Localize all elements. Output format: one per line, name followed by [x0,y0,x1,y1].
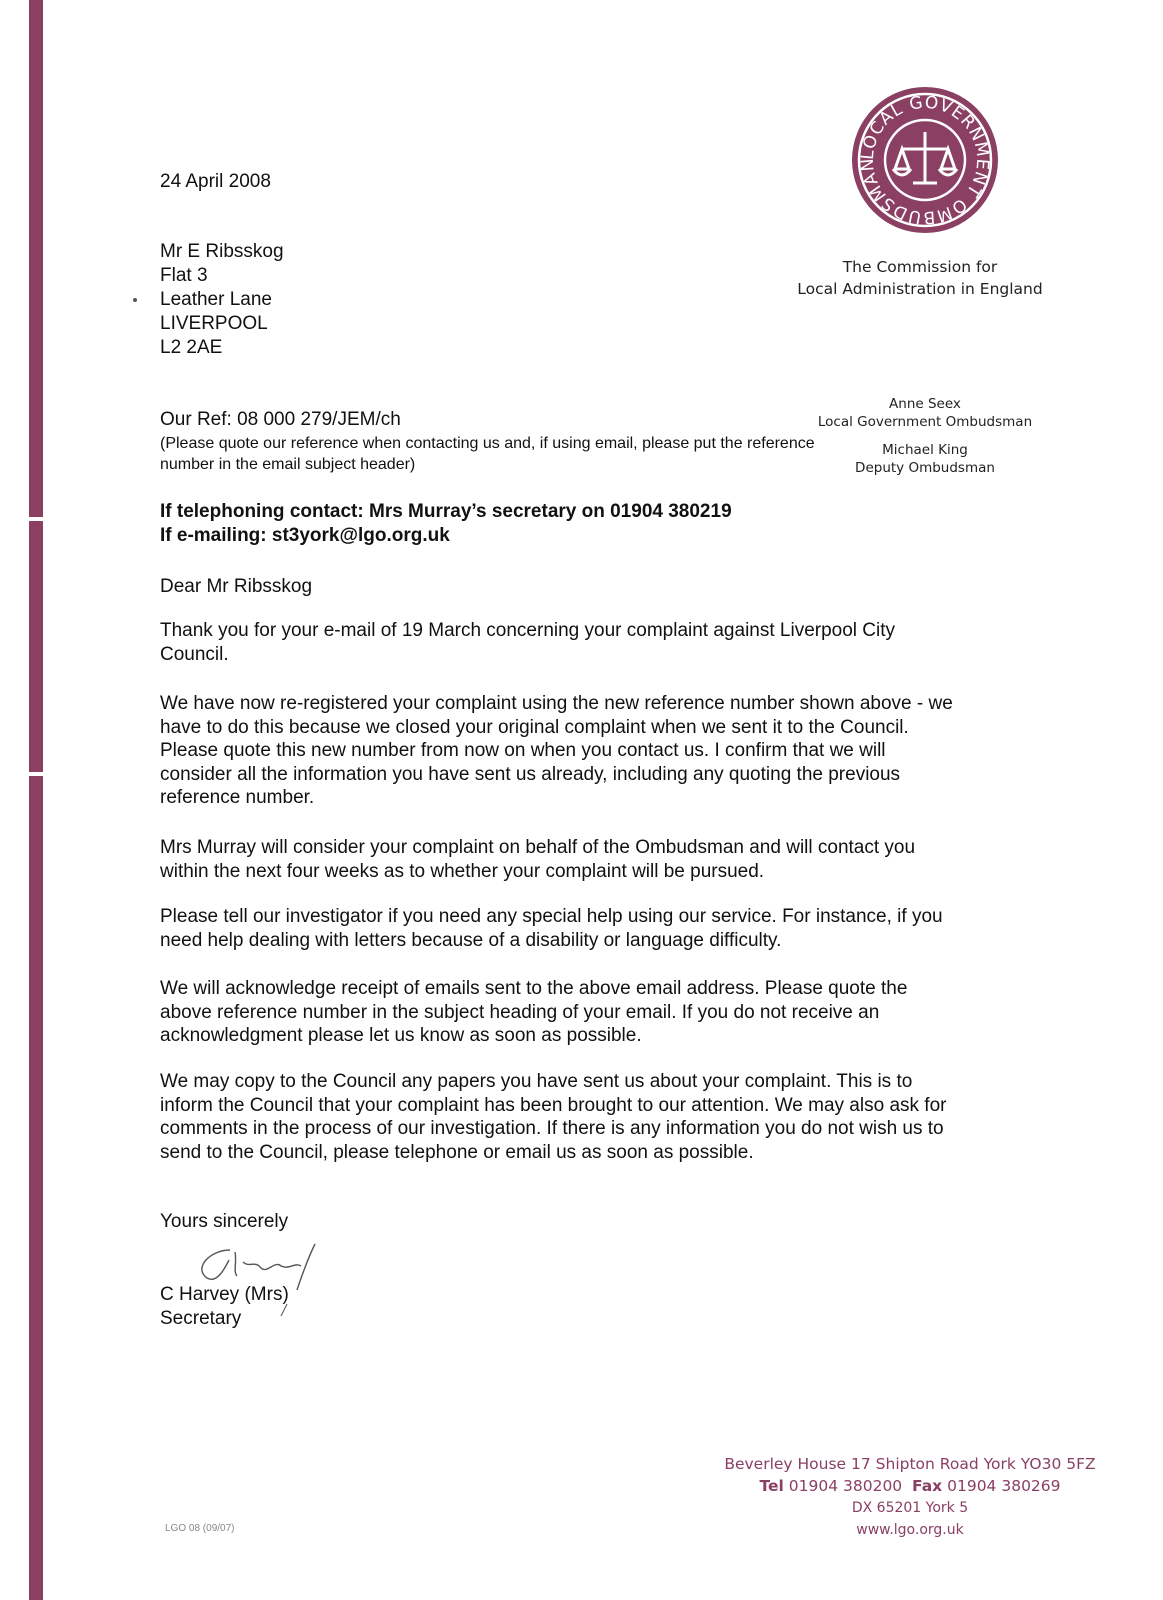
official-name: Anne Seex [889,396,961,412]
contact-block [160,500,732,548]
body-paragraph: Thank you for your e-mail of 19 March concerning your complaint against Liverpool City Council. [160,620,896,665]
org-line-1: The Commission for [842,258,998,276]
seal-text: LOCAL GOVERNMENT OMBUDSMAN [857,92,993,228]
letter-date: 24 April 2008 [160,171,271,192]
footer-phone-fax [715,1475,1105,1497]
signatory [160,1283,289,1331]
fax-number: 01904 380269 [947,1477,1061,1495]
contact-email: If e-mailing: st3york@lgo.org.uk [160,525,450,546]
address-line: Mr E Ribsskog [160,241,284,262]
address-line: L2 2AE [160,337,223,358]
form-code: LGO 08 (09/07) [165,1523,235,1534]
org-line-2: Local Administration in England [797,280,1043,298]
address-line: Flat 3 [160,265,208,286]
official-name: Michael King [882,442,968,458]
body-paragraph: We have now re-registered your complaint using the new reference number shown above - we have to do this because we closed your original complaint when we sent it to the Council. Please quote this new number from now on when you contact us. I confirm that we will consider all the information you have sent us already, including any quoting the previous reference number. [160,693,953,808]
footer-website: www.lgo.org.uk [856,1522,964,1538]
footer-address-block [715,1453,1105,1541]
bar-notch [29,517,43,521]
fax-label: Fax [912,1477,943,1495]
address-line: Leather Lane [160,289,272,310]
our-reference: Our Ref: 08 000 279/JEM/ch [160,409,401,430]
left-margin-bar [29,0,43,1600]
punch-mark [133,298,137,302]
recipient-address [160,240,284,360]
bar-notch [29,772,43,776]
body-paragraph: We will acknowledge receipt of emails sent to the above email address. Please quote the above reference number in the subject heading of your email. If you do not receive an acknowledgment please let us know as soon as possible. [160,978,908,1046]
footer-dx: DX 65201 York 5 [851,1500,969,1516]
salutation: Dear Mr Ribsskog [160,576,313,597]
tel-number: 01904 380200 [788,1477,903,1495]
body-paragraph: Please tell our investigator if you need any special help using our service. For instance, if you need help dealing with letters because of a disability or language difficulty. [160,906,943,951]
official-role: Local Government Ombudsman [817,414,1033,430]
footer-address: Beverley House 17 Shipton Road York YO30 5FZ [724,1455,1096,1473]
reference-note: (Please quote our reference when contacting us and, if using email, please put the reference number in the email subject header) [160,435,815,473]
body-paragraph: Mrs Murray will consider your complaint on behalf of the Ombudsman and will contact you within the next four weeks as to whether your complaint will be pursued. [160,837,916,882]
organisation-name [760,256,1080,300]
signatory-name: C Harvey (Mrs) [160,1284,289,1305]
closing: Yours sincerely [160,1211,289,1232]
body-paragraph: We may copy to the Council any papers you have sent us about your complaint. This is to inform the Council that your complaint has been brought to our attention. We may also ask for comments in the process of our investigation. If there is any information you do not wish us to send to the Council, please telephone or email us as soon as possible. [160,1071,947,1163]
tel-label: Tel [759,1477,784,1495]
official-role: Deputy Ombudsman [855,460,995,476]
contact-phone: If telephoning contact: Mrs Murray’s secretary on 01904 380219 [160,501,732,522]
address-line: LIVERPOOL [160,313,268,334]
ombudsman-seal-logo [850,85,1000,235]
officials-block [800,395,1050,477]
signatory-title: Secretary [160,1308,242,1329]
